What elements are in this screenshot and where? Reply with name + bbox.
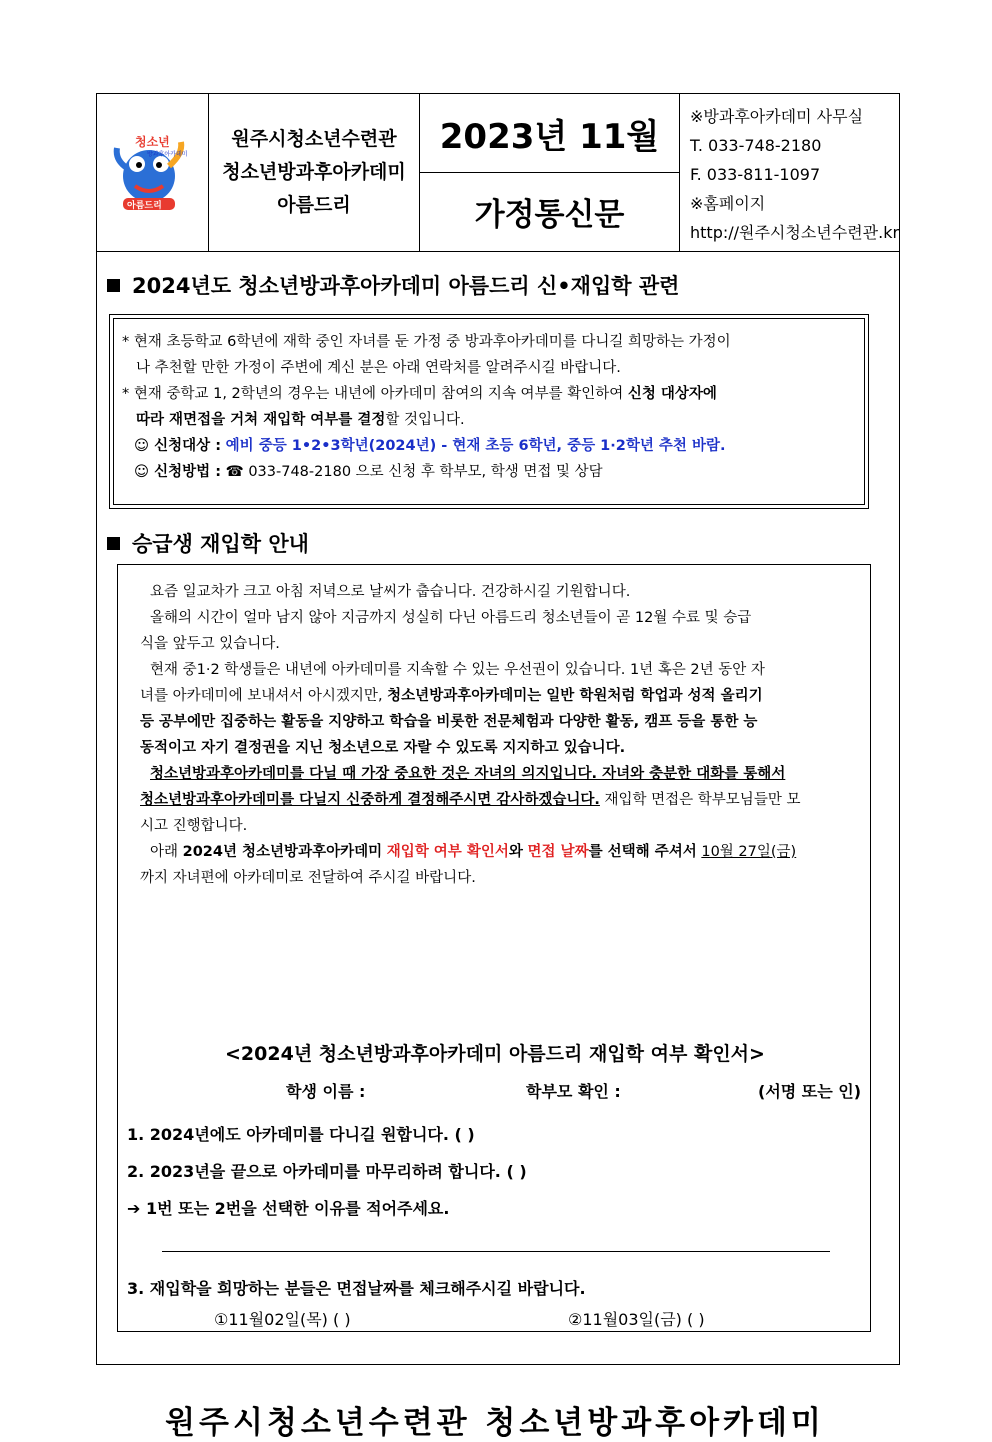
notice-body: 요즘 일교차가 크고 아침 저녁으로 날씨가 춥습니다. 건강하시길 기원합니다. 올해의 시간이 얼마 남지 않아 지금까지 성실히 다닌 아름드리 청소년들이 곧 12월 수료 및 승급 식을 앞두고 있습니다. 현재 중1·2 학생들은 내년에 아카데미를 지속할 수 있는 우선권이 있습니다. 1년 혹은 2년 동안 자 녀를 아카데미에 보내셔서 아시겠지만, 청소년방과후아카데미는 일반 학원처럼 학업과 성적 올리기 등 공부에만 집중하는 활동을 지양하고 학습을 비롯한 전문체험과 다양한 활동, 캠프 등을 통한 능 동적이고 자기 결정권을 지닌 청소년으로 자랄 수 있도록 지지하고 있습니다. 청소년방과후아카데미를 다닐 때 가장 중요한 것은 자녀의 의지입니다. 자녀와 충분한 대화를 통해서 청소년방과후아카데미를 다닐지 신중하게 결정해주시면 감사하겠습니다. 재입학 면접은 학부모님들만 모 시고 진행합니다. 아래 2024년 청소년방과후아카데미 재입학 여부 확인서와 면접 날짜를 선택해 주셔서 10월 27일(금) 까지 자녀편에 아카데미로 전달하여 주시길 바랍니다. xyxy=(140,584,801,886)
interview-date-question: 3. 재입학을 희망하는 분들은 면접날짜를 체크해주시길 바랍니다. xyxy=(127,1279,586,1298)
office-label: ※방과후아카데미 사무실 xyxy=(690,107,864,126)
s1-line-4: 따라 재면접을 거쳐 재입학 여부를 결정할 것입니다. xyxy=(136,412,465,428)
header-table xyxy=(97,94,899,252)
reason-answer-line[interactable] xyxy=(162,1251,830,1252)
apply-target: ☺ 신청대상 : 예비 중등 1•2•3학년(2024년) - 현재 초등 6학년, 중등 1·2학년 추천 바람. xyxy=(134,438,726,454)
interview-date-option-2[interactable]: ②11월03일(금) ( ) xyxy=(568,1310,705,1329)
section1-box xyxy=(109,314,869,509)
org-line-2: 청소년방과후아카데미 xyxy=(222,161,406,183)
org-line-3: 아름드리 xyxy=(277,194,351,216)
form-title: <2024년 청소년방과후아카데미 아름드리 재입학 여부 확인서> xyxy=(225,1043,765,1065)
org-line-1: 원주시청소년수련관 xyxy=(231,128,397,150)
s1-line-1: * 현재 초등학교 6학년에 재학 중인 자녀를 둔 가정 중 방과후아카데미를 다니길 희망하는 가정이 xyxy=(122,334,731,350)
newsletter-page xyxy=(96,93,900,1441)
s1-line-3: * 현재 중학교 1, 2학년의 경우는 내년에 아카데미 참여의 지속 여부를 확인하여 신청 대상자에 xyxy=(122,386,717,402)
phone: T. 033-748-2180 xyxy=(690,136,822,155)
issue-date: 2023년 11월 xyxy=(420,94,679,173)
title-cell xyxy=(420,94,680,251)
signature-label: (서명 또는 인) xyxy=(758,1082,862,1101)
reason-prompt: ➔ 1번 또는 2번을 선택한 이유를 적어주세요. xyxy=(127,1199,450,1218)
homepage-url[interactable]: http://원주시청소년수련관.kr xyxy=(690,223,900,242)
apply-method: ☺ 신청방법 : ☎ 033-748-2180 으로 신청 후 학부모, 학생 면접 및 상담 xyxy=(134,464,603,480)
square-bullet-icon xyxy=(107,537,120,550)
option-2[interactable]: 2. 2023년을 끝으로 아카데미를 마무리하려 합니다. ( ) xyxy=(127,1162,527,1181)
academy-logo xyxy=(97,94,209,251)
student-name-label: 학생 이름 : xyxy=(286,1082,366,1101)
logo-cell xyxy=(97,94,209,251)
contact-cell xyxy=(680,94,899,251)
square-bullet-icon xyxy=(107,279,120,292)
option-1[interactable]: 1. 2024년에도 아카데미를 다니길 원합니다. ( ) xyxy=(127,1125,475,1144)
svg-text:청소년: 청소년 xyxy=(135,135,170,149)
interview-date-option-1[interactable]: ①11월02일(목) ( ) xyxy=(214,1310,351,1329)
org-name-cell xyxy=(209,94,420,251)
svg-text:아름드리: 아름드리 xyxy=(127,201,162,211)
doc-title: 가정통신문 xyxy=(474,197,625,233)
parent-confirm-label: 학부모 확인 : xyxy=(526,1082,621,1101)
section2-box xyxy=(117,564,871,1441)
section1-heading: 2024년도 청소년방과후아카데미 아름드리 신•재입학 관련 xyxy=(107,270,679,300)
svg-text:방과후아카데미: 방과후아카데미 xyxy=(147,151,188,158)
section2-heading: 승급생 재입학 안내 xyxy=(107,528,309,558)
fax: F. 033-811-1097 xyxy=(690,165,821,184)
footer-org-title: 원주시청소년수련관 청소년방과후아카데미 xyxy=(165,1405,825,1441)
s1-line-2: 나 추천할 만한 가정이 주변에 계신 분은 아래 연락처를 알려주시길 바랍니다. xyxy=(136,360,621,376)
homepage-label: ※홈페이지 xyxy=(690,194,766,213)
